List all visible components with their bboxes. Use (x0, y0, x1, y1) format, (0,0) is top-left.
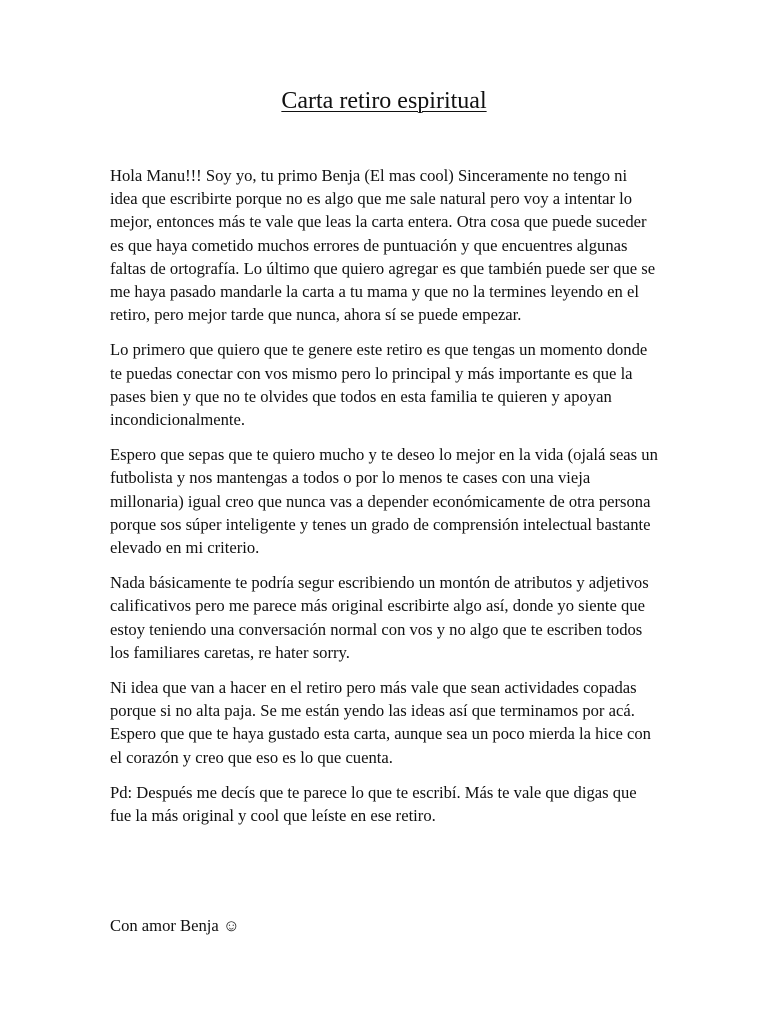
paragraph-retreat-wish: Lo primero que quiero que te genere este retiro es que tengas un momento donde te puedas conectar con vos mismo pero lo principal y más importante es que la pases bien y que no te olvides que todos en esta familia te quieren y apoyan incondicionalmente. (110, 340, 648, 430)
paragraph-postscript: Pd: Después me decís que te parece lo que te escribí. Más te vale que digas que fue la más original y cool que leíste en ese retiro. (110, 782, 637, 826)
paragraph-closing-thoughts: Ni idea que van a hacer en el retiro pero más vale que sean actividades copadas porque si no alta paja. Se me están yendo las ideas así que terminamos por acá. Espero que que te haya gustado esta carta, aunque sea un poco mierda la hice con el corazón y creo que eso es lo que cuenta. (110, 678, 651, 767)
signature: Con amor Benja ☺ (110, 916, 240, 935)
paragraph-attributes: Nada básicamente te podría segur escribiendo un montón de atributos y adjetivos calificativos pero me parece más original escribirte algo así, donde yo siente que estoy teniendo una conversación normal con vos y no algo que te escriben todos los familiares caretas, re hater sorry. (110, 573, 649, 662)
paragraph-greeting: Hola Manu!!! Soy yo, tu primo Benja (El mas cool) Sinceramente no tengo ni idea que escribirte porque no es algo que me sale natural pero voy a intentar lo mejor, entonces más te vale que leas la carta entera. Otra cosa que puede suceder es que haya cometido muchos errores de puntuación y que encuentres algunas faltas de ortografía. Lo último que quiero agregar es que también puede ser que se me haya pasado mandarle la carta a tu mama y que no la termines leyendo en el retiro, pero mejor tarde que nunca, ahora sí se puede empezar. (110, 166, 656, 325)
document-title: Carta retiro espiritual (281, 88, 487, 114)
letter-body (110, 164, 658, 839)
paragraph-best-wishes: Espero que sepas que te quiero mucho y te deseo lo mejor en la vida (ojalá seas un futbolista y nos mantengas a todos o por lo menos te cases con una vieja millonaria) igual creo que nunca vas a depender económicamente de otra persona porque sos súper inteligente y tenes un grado de comprensión intelectual bastante elevado en mi criterio. (110, 445, 658, 558)
